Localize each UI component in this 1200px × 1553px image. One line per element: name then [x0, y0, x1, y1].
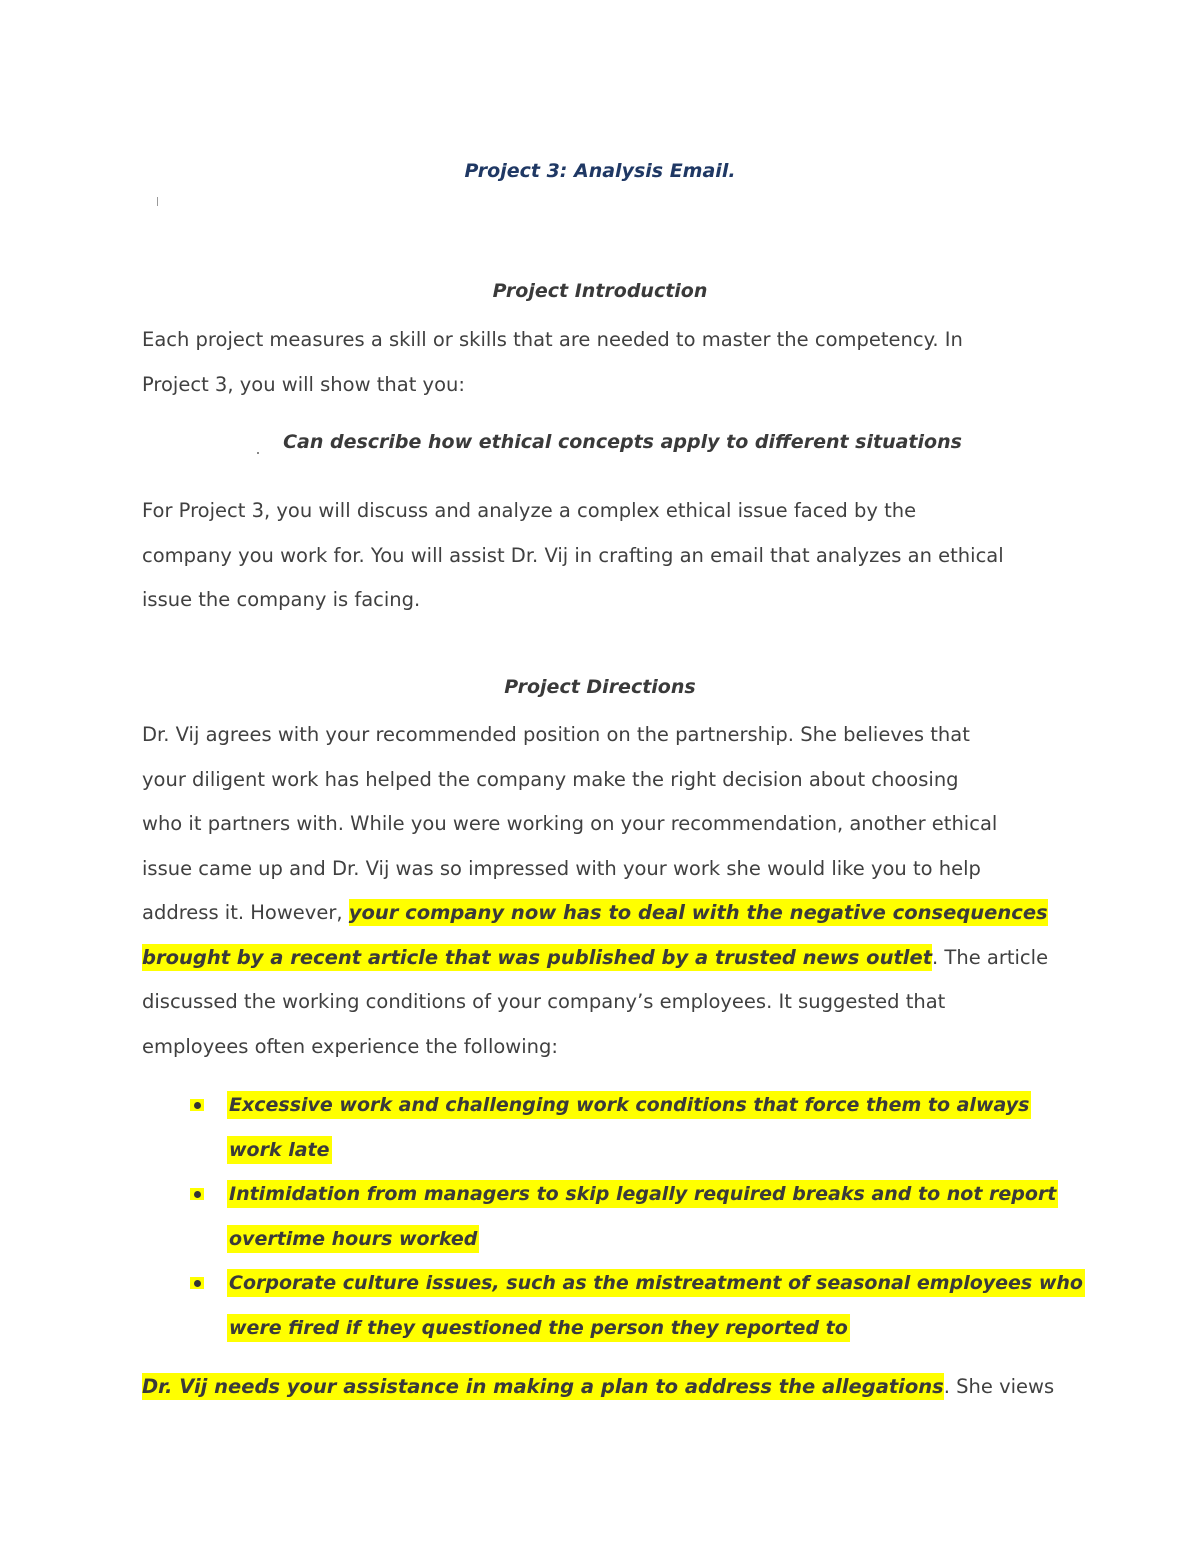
highlighted-text: Corporate culture issues, such as the mistreatment of seasonal employees who [227, 1269, 1085, 1297]
introduction-paragraph [142, 318, 1072, 407]
list-item [190, 1083, 1070, 1172]
document-title: Project 3: Analysis Email. [464, 160, 736, 182]
project-summary-paragraph [142, 489, 1072, 623]
highlighted-text: your company now has to deal with the negative consequences [348, 901, 1048, 924]
list-item [190, 1261, 1083, 1350]
paragraph-line: company you work for. You will assist Dr. Vij in crafting an email that analyzes an ethical [142, 543, 1004, 567]
highlighted-text: work late [227, 1136, 332, 1164]
bullet-icon [190, 1277, 204, 1289]
highlighted-text: overtime hours worked [227, 1225, 479, 1253]
paragraph-line: employees often experience the following: [142, 1034, 558, 1058]
plain-text: address it. However, [142, 901, 349, 924]
paragraph-line: Project 3, you will show that you: [142, 372, 465, 396]
paragraph-line [142, 1365, 1072, 1410]
highlighted-text: brought by a recent article that was published by a trusted news outlet [142, 945, 933, 969]
highlighted-text: Excessive work and challenging work conditions that force them to always [227, 1091, 1031, 1119]
competency-statement: Can describe how ethical concepts apply to different situations [283, 431, 962, 453]
paragraph-line: Dr. Vij agrees with your recommended position on the partnership. She believes that [142, 723, 970, 746]
plain-text: . She views [943, 1375, 1055, 1398]
paragraph-line [142, 936, 1072, 981]
list-item [190, 1172, 1070, 1261]
paragraph-line: Each project measures a skill or skills that are needed to master the competency. In [142, 328, 963, 351]
paragraph-line: your diligent work has helped the company make the right decision about choosing [142, 767, 959, 791]
bullet-icon [190, 1188, 204, 1200]
paragraph-line: issue the company is facing. [142, 588, 421, 611]
paragraph-line: For Project 3, you will discuss and analyze a complex ethical issue faced by the [142, 499, 917, 522]
highlighted-text: were fired if they questioned the person they reported to [227, 1314, 850, 1342]
paragraph-line: discussed the working conditions of your company’s employees. It suggested that [142, 990, 946, 1013]
bullet-icon [190, 1099, 204, 1111]
highlighted-text: Dr. Vij needs your assistance in making a plan to address the allegations [142, 1375, 944, 1398]
directions-paragraph [142, 713, 1072, 1069]
introduction-heading: Project Introduction [492, 280, 708, 302]
highlighted-text: Intimidation from managers to skip legally required breaks and to not report [227, 1180, 1058, 1208]
paragraph-line: who it partners with. While you were working on your recommendation, another ethical [142, 812, 998, 835]
stray-mark [157, 197, 158, 206]
plain-text: . The article [932, 945, 1049, 969]
allegations-list [190, 1083, 1083, 1350]
closing-paragraph [142, 1365, 1072, 1410]
paragraph-line: issue came up and Dr. Vij was so impressed with your work she would like you to help [142, 856, 981, 880]
paragraph-line [142, 891, 1072, 936]
directions-heading: Project Directions [504, 676, 696, 698]
